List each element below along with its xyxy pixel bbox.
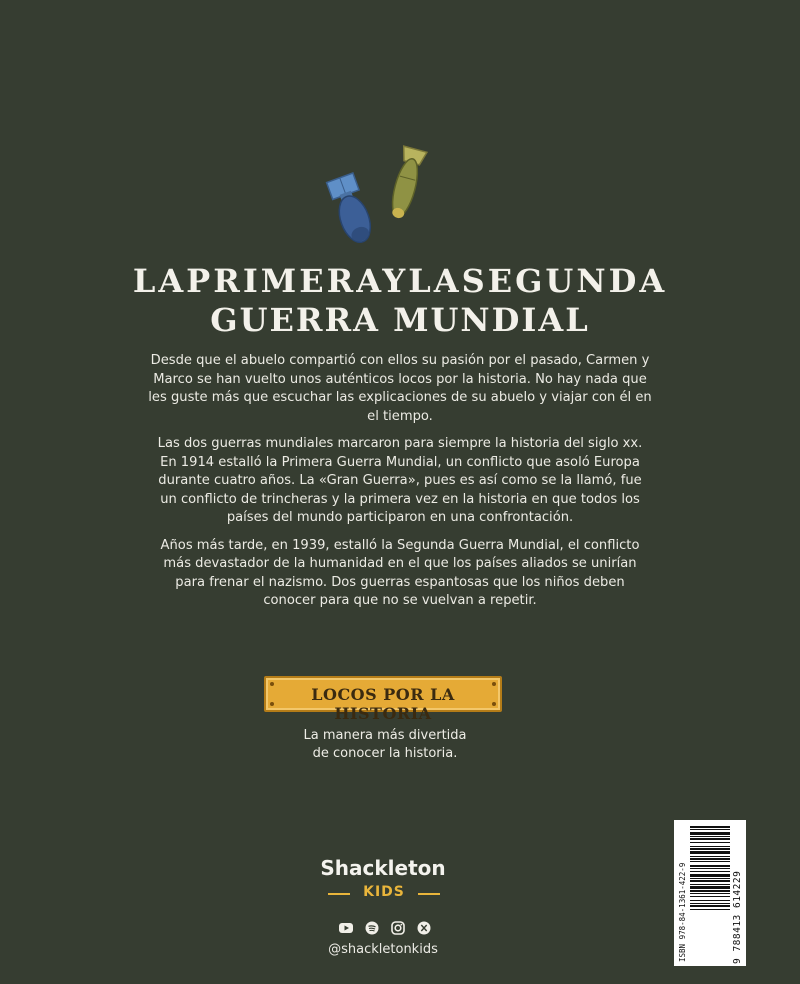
publisher-kids-label: KIDS <box>363 884 405 900</box>
instagram-icon[interactable] <box>390 920 406 936</box>
book-title-line-1: LAPRIMERAYLASEGUNDA <box>132 262 668 300</box>
barcode-bars <box>690 826 730 960</box>
social-icons <box>336 920 436 936</box>
barcode-digits: 9 788413 614229 <box>732 870 743 964</box>
synopsis-paragraph: Las dos guerras mundiales marcaron para siempre la historia del siglo xx. En 1914 estalló la Primera Guerra Mundial, un conflicto que asoló Europa durante cuatro años. La «Gran Guerra», pues es así como se la llamó, fue un conflicto de trincheras y la primera vez en la historia en que todos los países del mundo participaron en una confrontación. <box>157 436 643 525</box>
tagline-line: de conocer la historia. <box>312 746 458 761</box>
isbn-text: ISBN 978-84-1361-422-9 <box>678 862 687 962</box>
bombs-illustration <box>320 144 440 256</box>
synopsis-paragraph: Años más tarde, en 1939, estalló la Segunda Guerra Mundial, el conflicto más devastador de la humanidad en el que los países aliados se unirían para frenar el nazismo. Dos guerras espantosas que los niños deben conocer para que no se vuelvan a repetir. <box>160 537 640 608</box>
social-handle[interactable]: @shackletonkids <box>328 942 438 957</box>
publisher-logo-sub <box>328 884 440 904</box>
book-title-line-2: GUERRA MUNDIAL <box>210 301 590 339</box>
series-badge <box>264 676 502 723</box>
spotify-icon[interactable] <box>364 920 380 936</box>
tagline <box>270 727 500 763</box>
synopsis <box>148 352 652 620</box>
youtube-icon[interactable] <box>338 920 354 936</box>
publisher-logo-name: Shackleton <box>320 856 446 880</box>
series-label: LOCOS POR LA HISTORIA <box>311 685 455 723</box>
synopsis-paragraph: Desde que el abuelo compartió con ellos su pasión por el pasado, Carmen y Marco se han vuelto unos auténticos locos por la historia. No hay nada que les guste más que escuchar las explicaciones de su abuelo y viajar con él en el tiempo. <box>148 353 652 424</box>
x-icon[interactable] <box>416 920 432 936</box>
isbn-barcode <box>674 820 746 966</box>
tagline-line: La manera más divertida <box>303 728 467 743</box>
